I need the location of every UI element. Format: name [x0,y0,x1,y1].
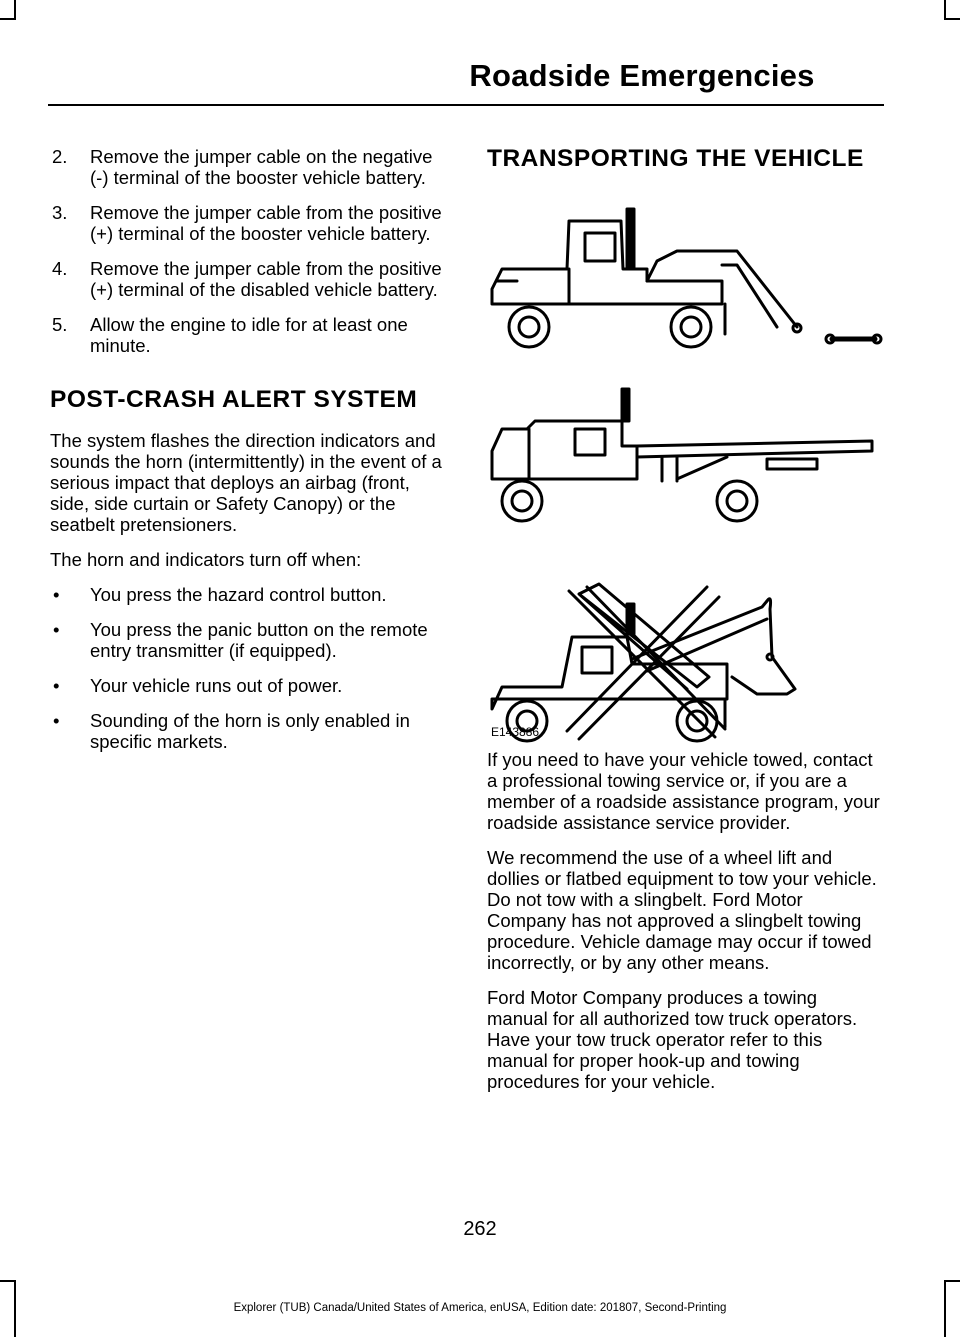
tow-trucks-figure [487,189,907,749]
list-item [50,146,450,188]
footer-edition-note: Explorer (TUB) Canada/United States of America, enUSA, Edition date: 201807, Second-Printing [233,1302,727,1314]
step-number: 4. [52,258,68,279]
list-item [50,258,450,300]
steps-list [50,146,450,356]
bullet-mark: • [53,619,60,640]
header-divider [48,104,884,106]
crop-mark-bottom-left-h [0,1280,16,1282]
step-text: Remove the jumper cable from the positive (+) terminal of the disabled vehicle battery. [90,258,442,300]
step-text: Remove the jumper cable from the positive (+) terminal of the booster vehicle battery. [90,202,442,244]
list-item [50,675,450,696]
section-heading-post-crash: POST-CRASH ALERT SYSTEM [50,386,418,413]
bullet-mark: • [53,675,60,696]
list-item [50,202,450,244]
step-number: 3. [52,202,68,223]
crop-mark-top-right [944,0,946,20]
crop-mark-bottom-right-h [944,1280,960,1282]
page-title: Roadside Emergencies [469,58,815,93]
crop-mark-top-left-h [0,18,16,20]
flatbed-truck [492,389,872,521]
step-number: 2. [52,146,68,167]
step-text: Allow the engine to idle for at least one minute. [90,314,408,356]
list-item [50,710,450,752]
bullet-mark: • [53,710,60,731]
bullet-list [50,584,450,752]
right-column [487,146,882,1106]
bullet-text: Your vehicle runs out of power. [90,675,343,696]
paragraph: The horn and indicators turn off when: [50,549,362,570]
paragraph: Ford Motor Company produces a towing manual for all authorized tow truck operators. Have your tow truck operator refer to this manual for proper hook-up and towing procedures for your vehicle. [487,987,858,1092]
section-heading-transporting: TRANSPORTING THE VEHICLE [487,145,864,172]
paragraph: The system flashes the direction indicators and sounds the horn (intermittently) in the event of a serious impact that deploys an airbag (front, side, side curtain or Safety Canopy) or the seatbelt pretensioners. [50,430,442,535]
bullet-text: Sounding of the horn is only enabled in specific markets. [90,710,410,752]
bullet-mark: • [53,584,60,605]
step-number: 5. [52,314,68,335]
cross-out-mark [567,584,725,739]
left-column [50,146,450,766]
paragraph: If you need to have your vehicle towed, contact a professional towing service or, if you are a member of a roadside assistance program, your roadside assistance service provider. [487,749,880,833]
figure-code: E143886 [491,725,540,739]
paragraph: We recommend the use of a wheel lift and dollies or flatbed equipment to tow your vehicle. Do not tow with a slingbelt. Ford Motor Company has not approved a slingbelt towing procedure. Vehicle damage may occur if towed incorrectly, or by any other means. [487,847,877,973]
bullet-text: You press the hazard control button. [90,584,387,605]
bullet-text: You press the panic button on the remote entry transmitter (if equipped). [90,619,428,661]
crop-mark-top-left [14,0,16,20]
list-item [50,314,450,356]
list-item [50,584,450,605]
towing-illustration [487,189,907,749]
list-item [50,619,450,661]
page-number: 262 [463,1218,497,1240]
step-text: Remove the jumper cable on the negative (-) terminal of the booster vehicle battery. [90,146,433,188]
crop-mark-top-right-h [944,18,960,20]
wheel-lift-truck [492,209,881,347]
